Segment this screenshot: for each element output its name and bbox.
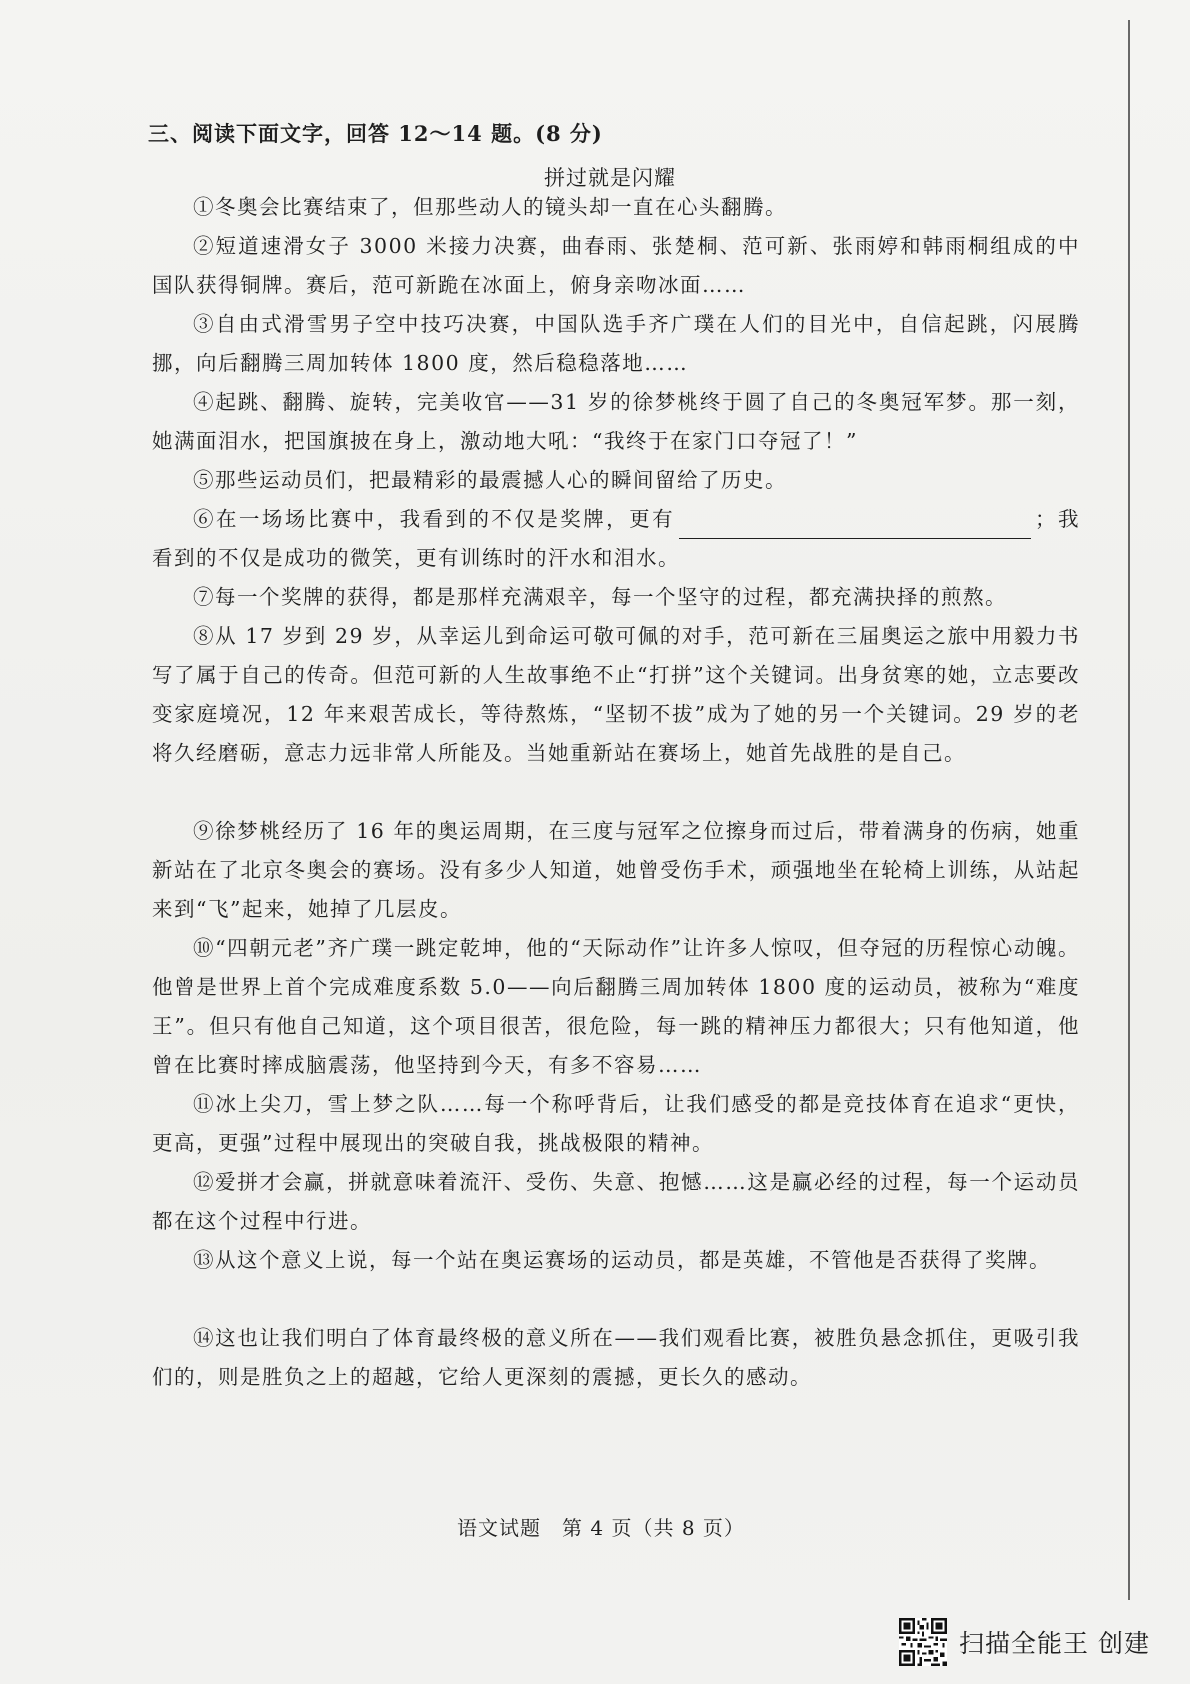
- paragraph-4: ④起跳、翻腾、旋转，完美收官——31 岁的徐梦桃终于圆了自己的冬奥冠军梦。那一刻，她满面泪水，把国旗披在身上，激动地大吼：“我终于在家门口夺冠了！”: [152, 390, 1080, 453]
- paragraph-3: ③自由式滑雪男子空中技巧决赛，中国队选手齐广璞在人们的目光中，自信起跳，闪展腾挪，向后翻腾三周加转体 1800 度，然后稳稳落地……: [152, 312, 1080, 375]
- watermark-text: 扫描全能王 创建: [959, 1629, 1150, 1658]
- paragraph-10: ⑩“四朝元老”齐广璞一跳定乾坤，他的“天际动作”让许多人惊叹，但夺冠的历程惊心动魄。他曾是世界上首个完成难度系数 5.0——向后翻腾三周加转体 1800 度的运动员，被称为“难度王”。但只有他自己知道，这个项目很苦，很危险，每一跳的精神压力都很大；只有他知道，他曾在比赛时摔成脑震荡，他坚持到今天，有多不容易……: [152, 936, 1080, 1077]
- page-footer: 语文试题 第 4 页（共 8 页）: [457, 1516, 745, 1540]
- paragraph-6: [152, 500, 1080, 578]
- paragraph-12: ⑫爱拼才会赢，拼就意味着流汗、受伤、失意、抱憾……这是赢必经的过程，每一个运动员都在这个过程中行进。: [152, 1170, 1080, 1233]
- paragraph-13: ⑬从这个意义上说，每一个站在奥运赛场的运动员，都是英雄，不管他是否获得了奖牌。: [193, 1248, 1051, 1272]
- paragraph-14: ⑭这也让我们明白了体育最终极的意义所在——我们观看比赛，被胜负悬念抓住，更吸引我们的，则是胜负之上的超越，它给人更深刻的震撼，更长久的感动。: [152, 1326, 1080, 1389]
- paragraph-6-after: ；我看到的不仅是成功的微笑，更有训练时的汗水和泪水。: [152, 507, 1081, 570]
- paragraph-2: ②短道速滑女子 3000 米接力决赛，曲春雨、张楚桐、范可新、张雨婷和韩雨桐组成的中国队获得铜牌。赛后，范可新跪在冰面上，俯身亲吻冰面……: [152, 234, 1080, 297]
- scanner-watermark: [899, 1617, 1150, 1667]
- paragraph-7: ⑦每一个奖牌的获得，都是那样充满艰辛，每一个坚守的过程，都充满抉择的煎熬。: [193, 585, 1007, 609]
- paragraph-9: ⑨徐梦桃经历了 16 年的奥运周期，在三度与冠军之位擦身而过后，带着满身的伤病，她重新站在了北京冬奥会的赛场。没有多少人知道，她曾受伤手术，顽强地坐在轮椅上训练，从站起来到“飞”起来，她掉了几层皮。: [152, 819, 1080, 921]
- paragraph-5: ⑤那些运动员们，把最精彩的最震撼人心的瞬间留给了历史。: [193, 468, 787, 492]
- paragraph-8: ⑧从 17 岁到 29 岁，从幸运儿到命运可敬可佩的对手，范可新在三届奥运之旅中用毅力书写了属于自己的传奇。但范可新的人生故事绝不止“打拼”这个关键词。出身贫寒的她，立志要改变家庭境况，12 年来艰苦成长，等待熬炼，“坚韧不拔”成为了她的另一个关键词。29 岁的老将久经磨砺，意志力远非常人所能及。当她重新站在赛场上，她首先战胜的是自己。: [152, 624, 1080, 765]
- article-title: 拼过就是闪耀: [544, 166, 676, 190]
- paragraph-6-before: ⑥在一场场比赛中，我看到的不仅是奖牌，更有: [193, 507, 676, 531]
- section-heading: 三、阅读下面文字，回答 12～14 题。(8 分): [148, 121, 603, 146]
- page-fold-line: [1128, 20, 1130, 1600]
- paragraph-1: ①冬奥会比赛结束了，但那些动人的镜头却一直在心头翻腾。: [193, 195, 787, 219]
- answer-blank[interactable]: [679, 514, 1031, 539]
- qr-code-icon: [899, 1618, 947, 1666]
- paragraph-11: ⑪冰上尖刀，雪上梦之队……每一个称呼背后，让我们感受的都是竞技体育在追求“更快，更高，更强”过程中展现出的突破自我，挑战极限的精神。: [152, 1092, 1080, 1155]
